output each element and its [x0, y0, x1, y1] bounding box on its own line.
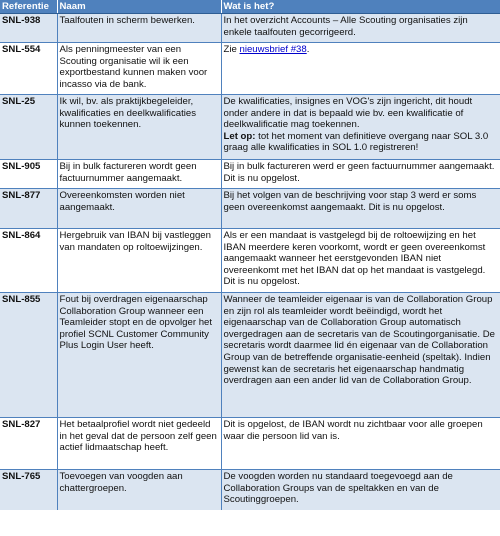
- ref-cell: SNL-827: [0, 418, 57, 470]
- description-cell: Als er een mandaat is vastgelegd bij de roltoewijzing en het IBAN meerdere keren voorkomt, wordt er geen overeenkomst aangemaakt wanneer het eerstgevonden IBAN niet overeenkomt met het IBAN dat op het mandaat is vastgelegd. Dit is nu opgelost.: [221, 229, 500, 293]
- note-text: tot het moment van definitieve overgang naar SOL 3.0 graag alle kwalificaties in SOL 1.0 registreren!: [223, 130, 489, 154]
- ref-cell: SNL-938: [0, 14, 57, 43]
- name-cell: Hergebruik van IBAN bij vastleggen van mandaten op roltoewijzingen.: [57, 229, 221, 293]
- description-cell: [221, 95, 500, 160]
- name-cell: Ik wil, bv. als praktijkbegeleider, kwalificaties en deelkwalificaties kunnen toekennen.: [57, 95, 221, 160]
- description-cell: Bij in bulk factureren werd er geen factuurnummer aangemaakt. Dit is nu opgelost.: [221, 160, 500, 189]
- header-referentie: Referentie: [0, 0, 57, 14]
- description-prefix: Zie: [223, 44, 240, 55]
- name-cell: Het betaalprofiel wordt niet gedeeld in het geval dat de persoon zelf geen actief lidmaatschap heeft.: [57, 418, 221, 470]
- table-row: [0, 229, 500, 293]
- table-row: [0, 189, 500, 229]
- note-label: Let op:: [223, 130, 256, 142]
- header-wat-is-het: Wat is het?: [221, 0, 500, 14]
- table-row: [0, 470, 500, 510]
- table-row: [0, 95, 500, 160]
- ref-cell: SNL-25: [0, 95, 57, 160]
- ref-cell: SNL-765: [0, 470, 57, 510]
- name-cell: Als penningmeester van een Scouting organisatie wil ik een exportbestand kunnen maken voor incasso via de bank.: [57, 43, 221, 95]
- description-text: De kwalificaties, insignes en VOG's zijn ingericht, dit houdt onder andere in dat is bepaald wie bv. een kwalificatie of deelkwalificatie mag toekennen.: [223, 96, 473, 131]
- name-cell: Toevoegen van voogden aan chattergroepen.: [57, 470, 221, 510]
- ref-cell: SNL-554: [0, 43, 57, 95]
- name-cell: Fout bij overdragen eigenaarschap Collaboration Group wanneer een Teamleider stopt en de opvolger het profiel SCNL Customer Community Plus Login User heeft.: [57, 293, 221, 418]
- table-row: [0, 43, 500, 95]
- description-cell: In het overzicht Accounts – Alle Scouting organisaties zijn enkele taalfouten gecorrigeerd.: [221, 14, 500, 43]
- ref-cell: SNL-864: [0, 229, 57, 293]
- description-cell: Wanneer de teamleider eigenaar is van de Collaboration Group en zijn rol als teamleider wordt beëindigd, wordt het eigenaarschap van de Collaboration Group automatisch overgedragen aan de secretaris van de Scoutingorganisatie. De secretaris wordt daarmee lid én eigenaar van de Collaboration Group van de betreffende organisatie-eenheid (speltak). Indien gewenst kan de secretaris het eigenaarschap handmatig overdragen aan een ander lid van de Collaboration Group.: [221, 293, 500, 418]
- header-row: [0, 0, 500, 14]
- table-row: [0, 293, 500, 418]
- description-cell: Bij het volgen van de beschrijving voor stap 3 werd er soms geen overeenkomst aangemaakt. Dit is nu opgelost.: [221, 189, 500, 229]
- description-cell: [221, 43, 500, 95]
- table-row: [0, 418, 500, 470]
- ref-cell: SNL-855: [0, 293, 57, 418]
- ref-cell: SNL-877: [0, 189, 57, 229]
- name-cell: Bij in bulk factureren wordt geen factuurnummer aangemaakt.: [57, 160, 221, 189]
- description-cell: Dit is opgelost, de IBAN wordt nu zichtbaar voor alle groepen waar die persoon lid van is.: [221, 418, 500, 470]
- name-cell: Overeenkomsten worden niet aangemaakt.: [57, 189, 221, 229]
- description-cell: De voogden worden nu standaard toegevoegd aan de Collaboration Groups van de speltakken en van de Scoutinggroepen.: [221, 470, 500, 510]
- table-row: [0, 14, 500, 43]
- newsletter-link[interactable]: nieuwsbrief #38: [239, 44, 307, 55]
- table-row: [0, 160, 500, 189]
- description-suffix: .: [306, 44, 310, 55]
- ref-cell: SNL-905: [0, 160, 57, 189]
- note-line: [224, 131, 499, 154]
- header-naam: Naam: [57, 0, 221, 14]
- name-cell: Taalfouten in scherm bewerken.: [57, 14, 221, 43]
